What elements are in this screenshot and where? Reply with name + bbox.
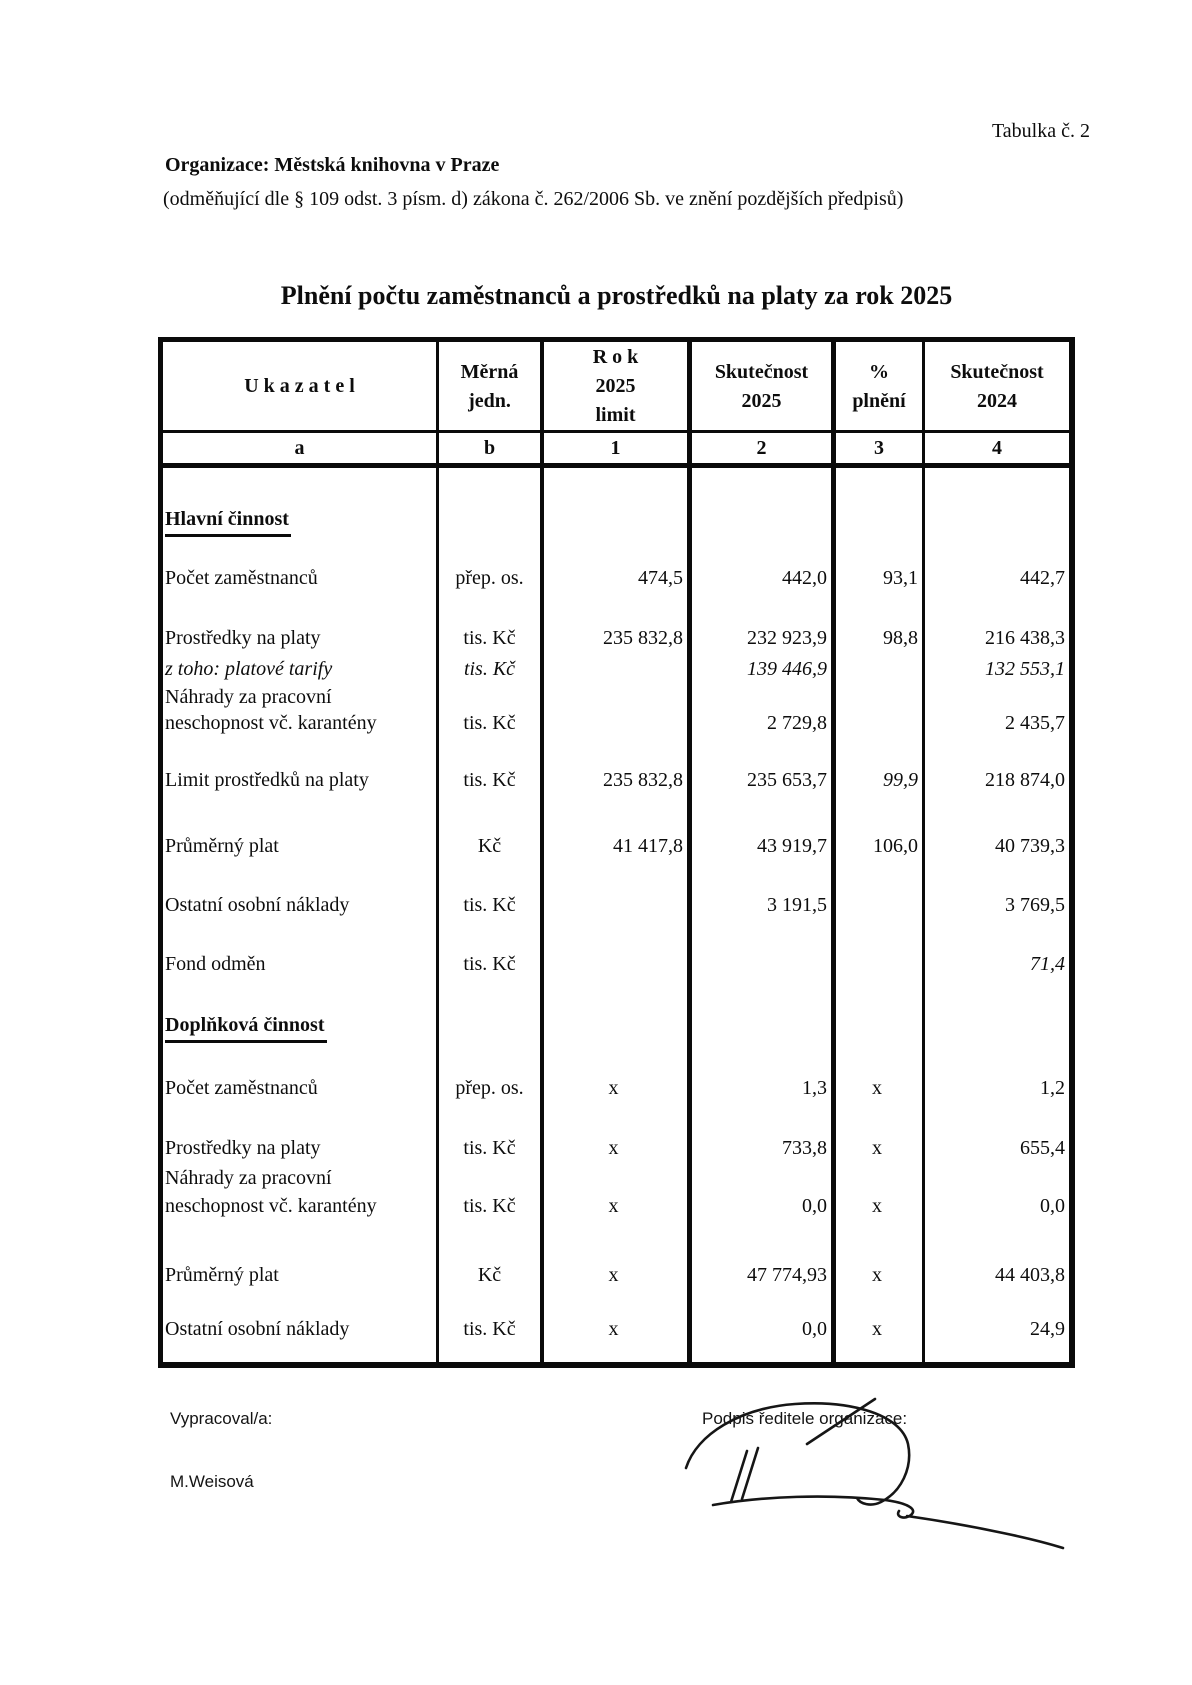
row-value-col4: 218 874,0 <box>985 769 1065 791</box>
row-value-col3: x <box>872 1137 882 1159</box>
table-border-top <box>158 337 1075 342</box>
director-signature-label: Podpis ředitele organizace: <box>702 1409 908 1428</box>
row-value-col1: x <box>608 1077 619 1099</box>
row-label: Náhrady za pracovní <box>165 1167 332 1189</box>
row-value-col2: 232 923,9 <box>747 627 827 649</box>
column-header-line: jedn. <box>468 389 511 412</box>
row-value-col4: 44 403,8 <box>995 1264 1065 1286</box>
row-unit: tis. Kč <box>463 627 516 649</box>
row-value-col2: 1,3 <box>802 1077 827 1099</box>
column-header-line: Skutečnost <box>714 360 809 383</box>
column-header-procento-plneni <box>836 343 922 430</box>
row-label: Ostatní osobní náklady <box>165 894 350 916</box>
column-header-line: U k a z a t e l <box>244 375 355 397</box>
row-value-col4: 216 438,3 <box>985 627 1065 649</box>
column-key-2: 2 <box>756 436 767 459</box>
row-value-col1: x <box>608 1137 619 1159</box>
table-row <box>158 566 1075 592</box>
column-header-line: 2025 <box>741 389 782 412</box>
organization-title: Organizace: Městská knihovna v Praze <box>165 154 500 176</box>
prepared-by-name: M.Weisová <box>170 1472 254 1491</box>
row-unit: tis. Kč <box>463 712 516 734</box>
row-label: neschopnost vč. karantény <box>165 1195 377 1217</box>
section-label: Doplňková činnost <box>165 1013 327 1043</box>
row-unit: tis. Kč <box>463 1137 516 1159</box>
row-value-col4: 71,4 <box>1030 953 1065 975</box>
table-row <box>158 768 1075 794</box>
row-label: Prostředky na platy <box>165 627 321 649</box>
row-value-col2: 733,8 <box>782 1137 827 1159</box>
table-row <box>158 1166 1075 1192</box>
prepared-by-label: Vypracoval/a: <box>170 1409 273 1428</box>
row-value-col2: 0,0 <box>802 1195 827 1217</box>
row-unit: přep. os. <box>455 567 524 589</box>
table-row <box>158 1194 1075 1220</box>
table-row <box>158 657 1075 683</box>
row-value-col2: 47 774,93 <box>747 1264 827 1286</box>
column-key-b: b <box>483 436 496 459</box>
row-label: Počet zaměstnanců <box>165 567 318 589</box>
column-key-1: 1 <box>610 436 621 459</box>
row-value-col2: 3 191,5 <box>767 894 827 916</box>
row-value-col4: 3 769,5 <box>1005 894 1065 916</box>
column-key-3: 3 <box>874 436 884 459</box>
table-row <box>158 952 1075 978</box>
row-label: Počet zaměstnanců <box>165 1077 318 1099</box>
row-value-col3: x <box>872 1195 882 1217</box>
row-value-col1: 474,5 <box>638 567 683 589</box>
column-header-ukazatel <box>163 343 436 430</box>
row-unit: tis. Kč <box>463 769 516 791</box>
document-title: Plnění počtu zaměstnanců a prostředků na platy za rok 2025 <box>280 281 953 310</box>
column-header-line: % <box>869 360 889 383</box>
row-label: Fond odměn <box>165 953 266 975</box>
column-header-line: R o k <box>592 346 639 368</box>
table-subheader-separator <box>158 463 1075 468</box>
row-unit: tis. Kč <box>463 894 516 916</box>
row-value-col4: 0,0 <box>1040 1195 1065 1217</box>
column-header-merna-jedn <box>439 343 540 430</box>
row-value-col2: 43 919,7 <box>757 835 827 857</box>
column-header-skutecnost-2025 <box>692 343 831 430</box>
column-key-4: 4 <box>992 436 1002 459</box>
table-row <box>158 1317 1075 1343</box>
column-header-line: limit <box>595 404 636 426</box>
row-value-col4: 24,9 <box>1030 1318 1065 1340</box>
table-row <box>158 1076 1075 1102</box>
row-value-col1: x <box>608 1195 619 1217</box>
row-label: neschopnost vč. karantény <box>165 712 377 734</box>
row-value-col4: 40 739,3 <box>995 835 1065 857</box>
row-value-col2: 442,0 <box>782 567 827 589</box>
row-value-col3: 99,9 <box>883 769 918 791</box>
row-value-col4: 442,7 <box>1020 567 1065 589</box>
row-label: Limit prostředků na platy <box>165 769 369 791</box>
column-header-line: plnění <box>852 389 906 412</box>
column-header-skutecnost-2024 <box>925 343 1069 430</box>
table-row <box>158 1136 1075 1162</box>
column-header-rok-2025-limit <box>544 343 687 430</box>
row-value-col1: x <box>608 1264 619 1286</box>
row-value-col2: 139 446,9 <box>747 658 827 680</box>
row-label: Prostředky na platy <box>165 1137 321 1159</box>
row-value-col3: 93,1 <box>883 567 918 589</box>
row-label: Průměrný plat <box>165 835 279 857</box>
section-row <box>158 1013 1075 1039</box>
main-table <box>158 337 1075 1368</box>
row-label: Náhrady za pracovní <box>165 686 332 708</box>
row-unit: tis. Kč <box>463 1318 516 1340</box>
row-value-col4: 132 553,1 <box>985 658 1065 680</box>
row-label: Průměrný plat <box>165 1264 279 1286</box>
row-value-col1: 41 417,8 <box>613 835 683 857</box>
law-reference-note: (odměňující dle § 109 odst. 3 písm. d) zákona č. 262/2006 Sb. ve znění pozdějších předpisů) <box>163 188 904 210</box>
row-value-col3: 98,8 <box>883 627 918 649</box>
column-key-a: a <box>294 436 305 459</box>
row-unit: Kč <box>477 835 502 857</box>
column-header-line: 2025 <box>595 375 636 397</box>
row-value-col4: 655,4 <box>1020 1137 1065 1159</box>
table-number-label: Tabulka č. 2 <box>991 120 1090 142</box>
row-value-col1: x <box>608 1318 619 1340</box>
section-row <box>158 507 1075 533</box>
table-row <box>158 685 1075 711</box>
row-value-col3: x <box>872 1077 882 1099</box>
column-header-line: 2024 <box>977 389 1017 412</box>
row-value-col2: 0,0 <box>802 1318 827 1340</box>
table-row <box>158 711 1075 737</box>
row-unit: Kč <box>477 1264 502 1286</box>
row-value-col3: x <box>872 1318 882 1340</box>
row-unit: tis. Kč <box>463 658 516 680</box>
column-header-line: Měrná <box>460 360 519 383</box>
section-label: Hlavní činnost <box>165 507 291 537</box>
table-row <box>158 834 1075 860</box>
row-unit: tis. Kč <box>463 1195 516 1217</box>
column-header-line: Skutečnost <box>950 360 1044 383</box>
row-value-col4: 1,2 <box>1040 1077 1065 1099</box>
row-value-col4: 2 435,7 <box>1005 712 1065 734</box>
table-border-bottom <box>158 1362 1075 1368</box>
row-label: Ostatní osobní náklady <box>165 1318 350 1340</box>
table-row <box>158 626 1075 652</box>
table-row <box>158 893 1075 919</box>
row-value-col1: 235 832,8 <box>603 627 683 649</box>
table-row <box>158 1263 1075 1289</box>
row-value-col1: 235 832,8 <box>603 769 683 791</box>
row-value-col3: 106,0 <box>873 835 918 857</box>
row-value-col2: 235 653,7 <box>747 769 827 791</box>
row-value-col2: 2 729,8 <box>767 712 827 734</box>
row-unit: přep. os. <box>455 1077 524 1099</box>
row-unit: tis. Kč <box>463 953 516 975</box>
director-signature-scribble <box>645 1396 1085 1566</box>
row-label: z toho: platové tarify <box>165 658 333 680</box>
row-value-col3: x <box>872 1264 882 1286</box>
